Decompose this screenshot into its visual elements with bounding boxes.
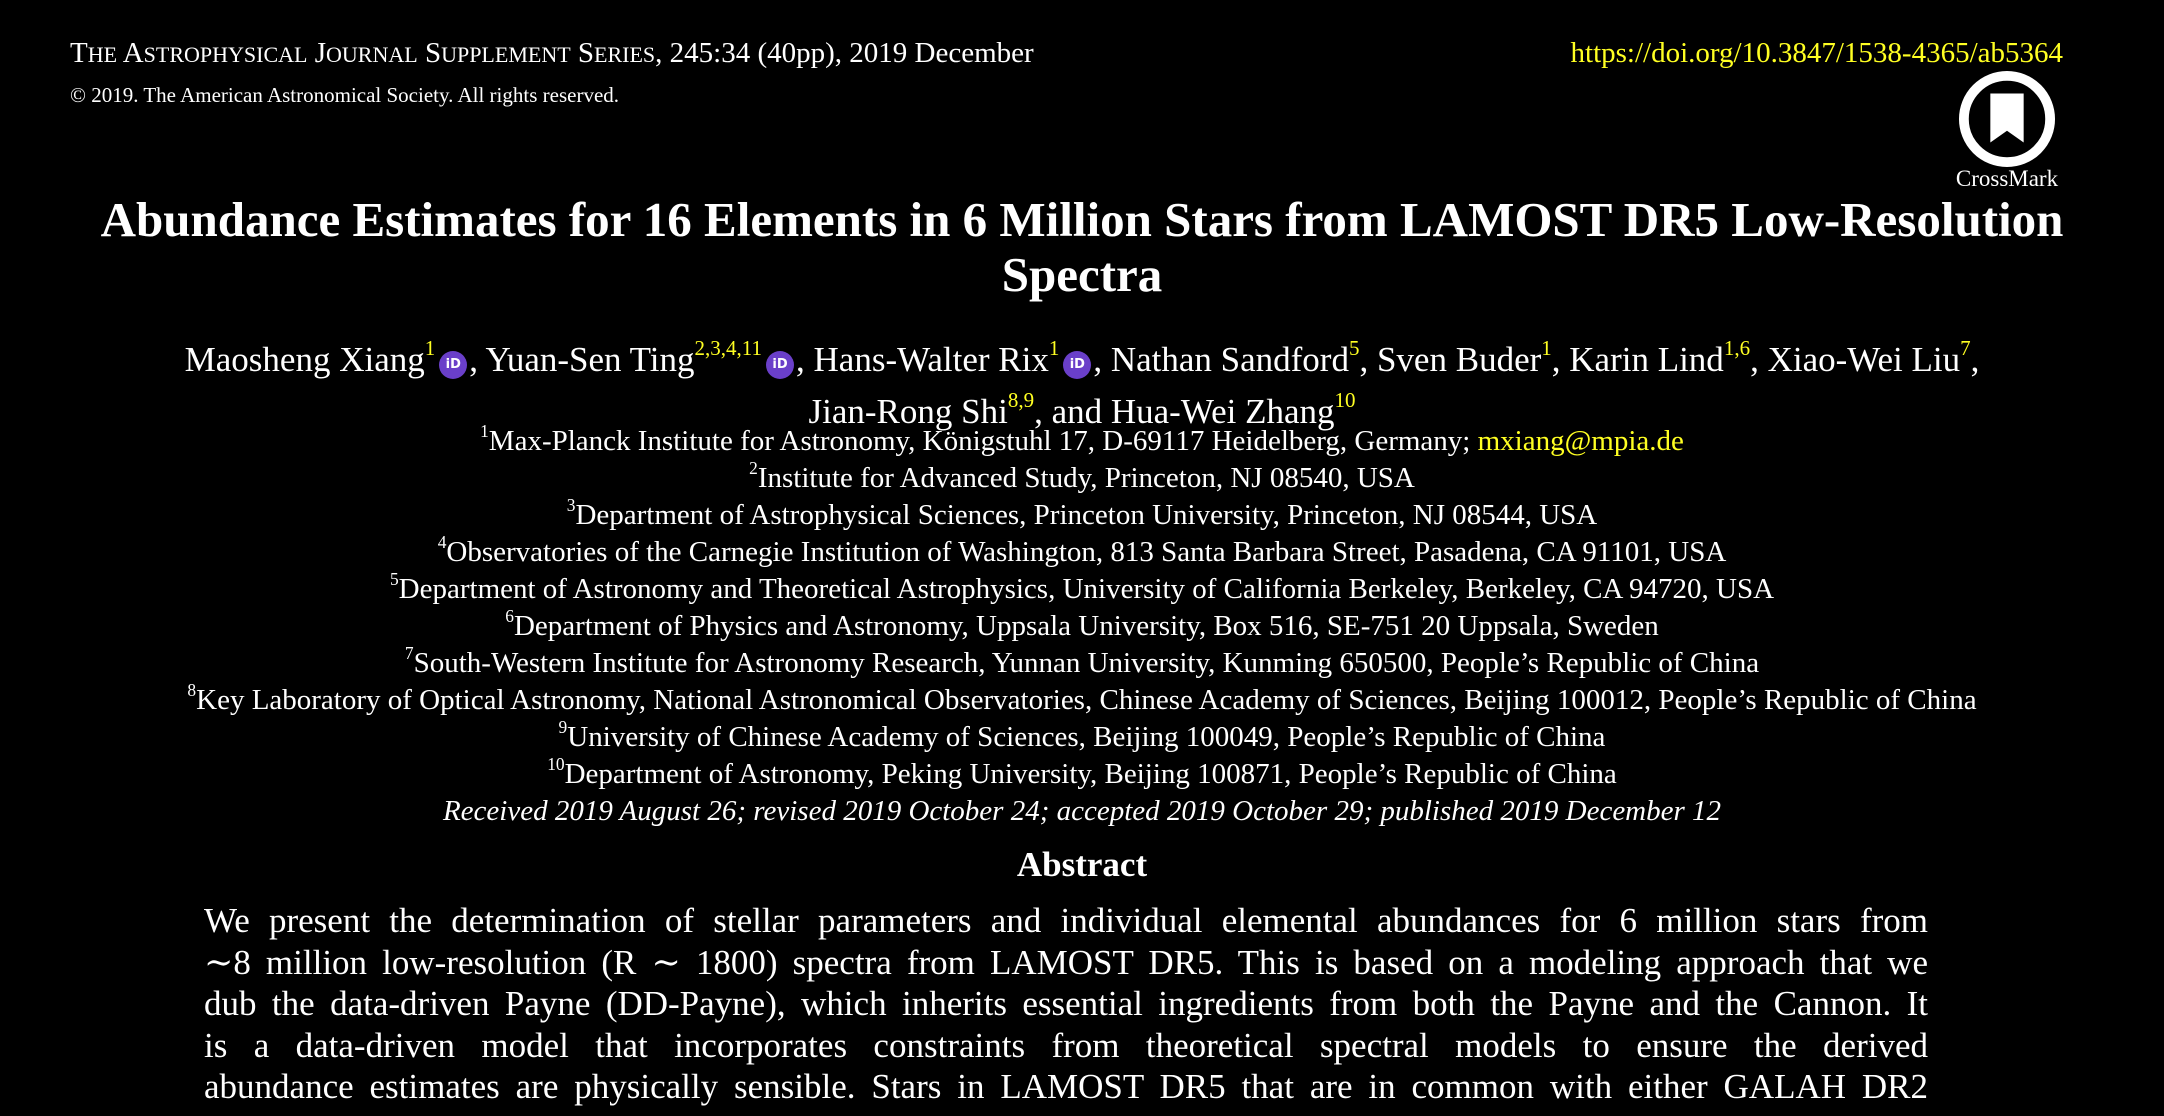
author-name: Nathan Sandford bbox=[1110, 340, 1349, 379]
author-affiliation-link[interactable]: 1,6 bbox=[1723, 336, 1751, 361]
abstract-line: ∼8 million low-resolution (R ∼ 1800) spectra from LAMOST DR5. This is based on a modeling approach that we bbox=[204, 942, 1928, 982]
author-affiliation-link[interactable]: 2,3,4,11 bbox=[694, 336, 763, 361]
affiliation-number: 8 bbox=[187, 679, 197, 700]
author-name: Hua-Wei Zhang bbox=[1110, 392, 1335, 431]
affiliation-item bbox=[60, 420, 2104, 461]
author-separator: , bbox=[469, 340, 486, 379]
affiliation-text: University of Chinese Academy of Sciences, Beijing 100049, People’s Republic of China bbox=[567, 721, 1606, 753]
author-affiliation-link[interactable]: 8,9 bbox=[1007, 388, 1035, 413]
author-separator: , bbox=[1093, 340, 1111, 379]
affiliation-number: 7 bbox=[404, 642, 414, 663]
doi-link[interactable]: https://doi.org/10.3847/1538-4365/ab5364 bbox=[1570, 37, 2063, 69]
author-affiliation-link[interactable]: 1 bbox=[1541, 336, 1552, 361]
author-affiliation-link[interactable]: 5 bbox=[1348, 336, 1360, 361]
abstract-heading: Abstract bbox=[1016, 845, 1148, 884]
affiliation-text: Max-Planck Institute for Astronomy, Königstuhl 17, D-69117 Heidelberg, Germany; bbox=[488, 425, 1478, 457]
affiliation-number: 5 bbox=[389, 568, 399, 589]
author-separator: , bbox=[1551, 340, 1570, 379]
affiliation-number: 10 bbox=[547, 753, 565, 774]
crossmark-icon bbox=[1958, 70, 2056, 168]
affiliation-text: Observatories of the Carnegie Institution of Washington, 813 Santa Barbara Street, Pasadena, CA 91101, USA bbox=[446, 536, 1727, 568]
affiliation-item bbox=[60, 494, 2104, 535]
journal-citation: THE ASTROPHYSICAL JOURNAL SUPPLEMENT SERIES, 245:34 (40pp), 2019 December bbox=[70, 37, 1034, 69]
abstract-line: abundance estimates are physically sensible. Stars in LAMOST DR5 that are in common with either GALAH DR2 bbox=[204, 1067, 1928, 1106]
affiliation-text: Department of Astrophysical Sciences, Princeton University, Princeton, NJ 08544, USA bbox=[575, 499, 1598, 531]
affiliation-item bbox=[60, 753, 2104, 794]
author-name: Sven Buder bbox=[1376, 340, 1542, 379]
affiliation-number: 9 bbox=[558, 716, 568, 737]
author-affiliation-link[interactable]: 10 bbox=[1334, 388, 1356, 413]
author-name: Yuan-Sen Ting bbox=[485, 340, 695, 379]
affiliation-text: Key Laboratory of Optical Astronomy, National Astronomical Observatories, Chinese Academy of Sciences, Beijing 100012, People’s Republic of China bbox=[196, 684, 1977, 716]
affiliation-number: 1 bbox=[480, 420, 489, 441]
author-separator: , bbox=[796, 340, 814, 379]
abstract-body bbox=[204, 900, 1928, 1108]
author-name: Maosheng Xiang bbox=[184, 340, 425, 379]
author-separator: , bbox=[1750, 340, 1768, 379]
affiliation-text: Department of Astronomy, Peking University, Beijing 100871, People’s Republic of China bbox=[564, 758, 1617, 790]
affiliation-text: South-Western Institute for Astronomy Research, Yunnan University, Kunming 650500, People’s Republic of China bbox=[413, 647, 1760, 679]
email-link[interactable]: mxiang@mpia.de bbox=[1477, 425, 1684, 457]
author-separator: , bbox=[1970, 340, 1980, 379]
author-name: Karin Lind bbox=[1569, 340, 1724, 379]
affiliation-number: 4 bbox=[437, 531, 447, 552]
crossmark-label: CrossMark bbox=[1955, 166, 2059, 191]
author-name: Xiao-Wei Liu bbox=[1767, 340, 1961, 379]
affiliation-text: Department of Physics and Astronomy, Uppsala University, Box 516, SE-751 20 Uppsala, Sweden bbox=[513, 610, 1659, 642]
abstract-line: We present the determination of stellar parameters and individual elemental abundances for 6 million stars from bbox=[204, 901, 1928, 940]
affiliation-number: 6 bbox=[505, 605, 514, 626]
affiliation-item bbox=[60, 642, 2104, 683]
author-name: Jian-Rong Shi bbox=[808, 392, 1008, 431]
author-affiliation-link[interactable]: 7 bbox=[1960, 336, 1971, 361]
publication-dates: Received 2019 August 26; revised 2019 October 24; accepted 2019 October 29; published 2019 December 12 bbox=[442, 795, 1722, 827]
paper-title: Abundance Estimates for 16 Elements in 6 Million Stars from LAMOST DR5 Low-Resolution Spectra bbox=[100, 192, 2064, 302]
crossmark-badge[interactable] bbox=[1950, 70, 2064, 194]
author-affiliation-link[interactable]: 1 bbox=[1048, 336, 1060, 361]
affiliation-item bbox=[60, 531, 2104, 572]
author-separator: , bbox=[1359, 340, 1377, 379]
affiliation-item bbox=[60, 679, 2104, 720]
abstract-line: is a data-driven model that incorporates constraints from theoretical spectral models to ensure the derived bbox=[204, 1025, 1928, 1065]
affiliation-number: 3 bbox=[566, 494, 576, 515]
affiliation-number: 2 bbox=[749, 457, 758, 478]
affiliation-item bbox=[60, 605, 2104, 646]
author-name: Hans-Walter Rix bbox=[813, 340, 1049, 379]
orcid-icon[interactable]: iD bbox=[766, 351, 794, 379]
affiliation-list bbox=[60, 420, 2104, 828]
orcid-icon[interactable]: iD bbox=[1063, 351, 1091, 379]
author-affiliation-link[interactable]: 1 bbox=[424, 336, 436, 361]
affiliation-item bbox=[60, 568, 2104, 609]
author-separator: , and bbox=[1034, 392, 1111, 431]
affiliation-text: Department of Astronomy and Theoretical Astrophysics, University of California Berkeley, Berkeley, CA 94720, USA bbox=[398, 573, 1775, 605]
orcid-icon[interactable]: iD bbox=[439, 351, 467, 379]
copyright-notice: © 2019. The American Astronomical Society. All rights reserved. bbox=[70, 83, 620, 107]
affiliation-item bbox=[60, 716, 2104, 757]
affiliation-text: Institute for Advanced Study, Princeton, NJ 08540, USA bbox=[757, 462, 1415, 494]
affiliation-item bbox=[60, 457, 2104, 498]
abstract-line: dub the data-driven Payne (DD-Payne), which inherits essential ingredients from both the Payne and the Cannon. It bbox=[204, 984, 1928, 1023]
